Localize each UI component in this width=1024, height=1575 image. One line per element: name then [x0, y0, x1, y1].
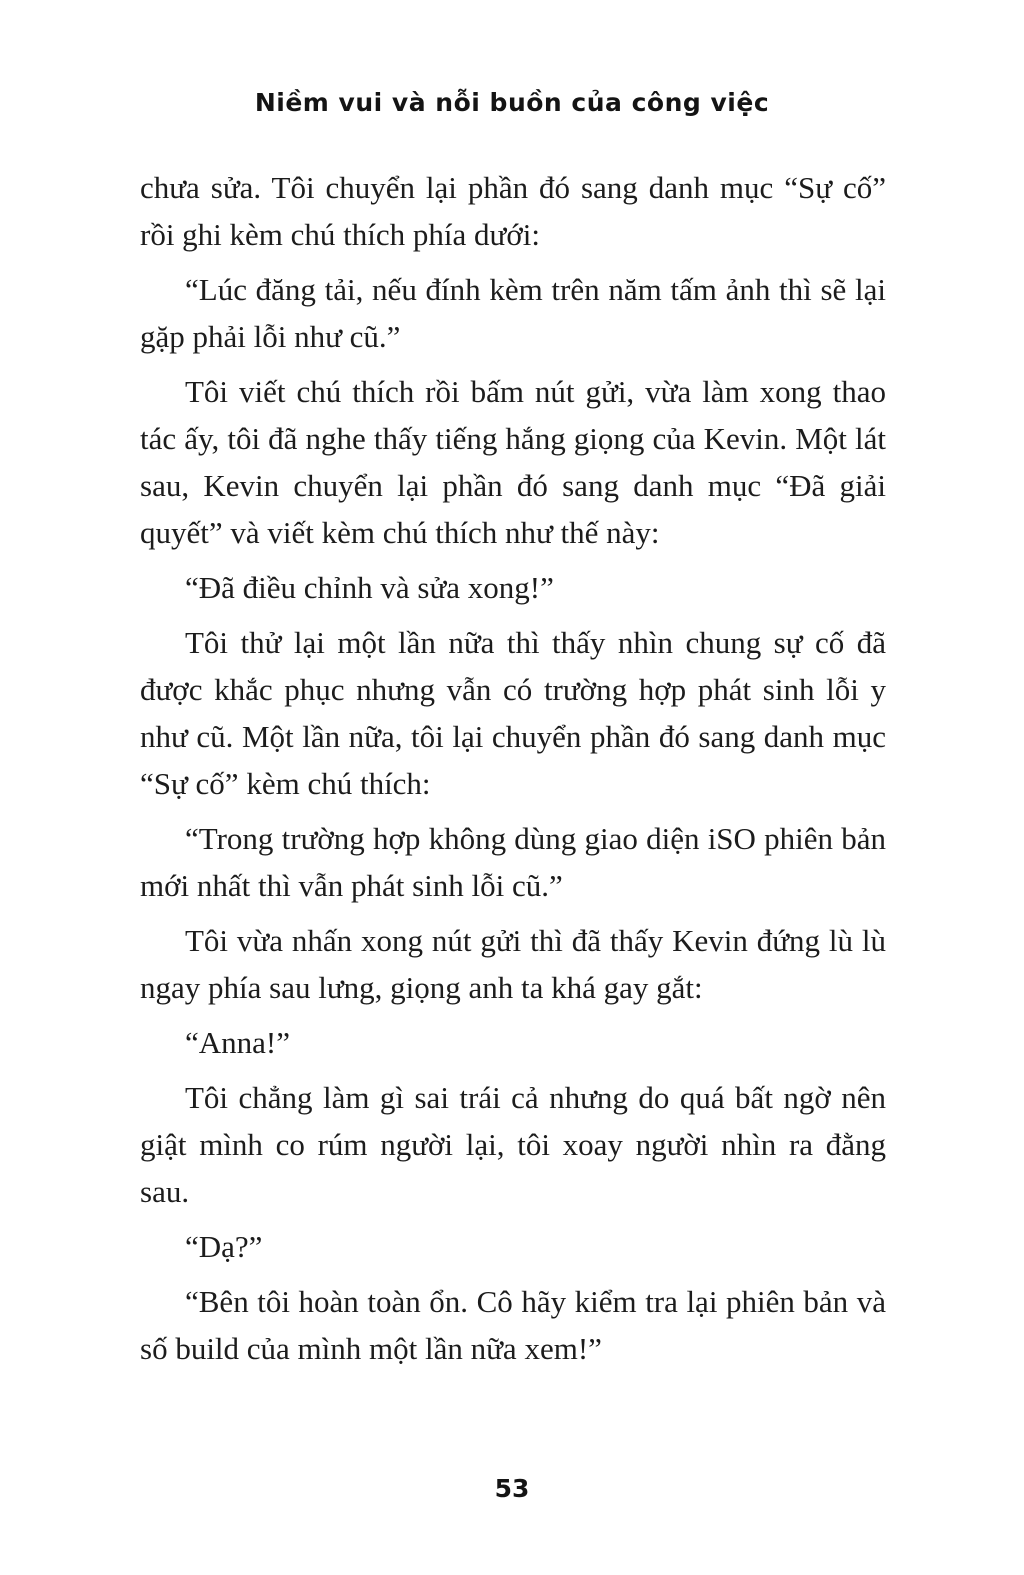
paragraph: Tôi viết chú thích rồi bấm nút gửi, vừa làm xong thao tác ấy, tôi đã nghe thấy tiếng hắng giọng của Kevin. Một lát sau, Kevin chuyển lại phần đó sang danh mục “Đã giải quyết” và viết kèm chú thích như thế này: — [140, 374, 886, 550]
paragraph: “Lúc đăng tải, nếu đính kèm trên năm tấm ảnh thì sẽ lại gặp phải lỗi như cũ.” — [140, 272, 886, 354]
body-text-block — [140, 164, 886, 1380]
paragraph: Tôi thử lại một lần nữa thì thấy nhìn chung sự cố đã được khắc phục nhưng vẫn có trường hợp phát sinh lỗi y như cũ. Một lần nữa, tôi lại chuyển phần đó sang danh mục “Sự cố” kèm chú thích: — [140, 625, 886, 801]
paragraph: Tôi vừa nhấn xong nút gửi thì đã thấy Kevin đứng lù lù ngay phía sau lưng, giọng anh ta khá gay gắt: — [140, 923, 886, 1005]
paragraph: chưa sửa. Tôi chuyển lại phần đó sang danh mục “Sự cố” rồi ghi kèm chú thích phía dưới: — [140, 170, 886, 252]
paragraph: “Dạ?” — [185, 1229, 263, 1264]
paragraph: Tôi chẳng làm gì sai trái cả nhưng do quá bất ngờ nên giật mình co rúm người lại, tôi xoay người nhìn ra đằng sau. — [140, 1080, 886, 1209]
running-header-title: Niềm vui và nỗi buồn của công việc — [254, 88, 770, 117]
paragraph: “Trong trường hợp không dùng giao diện iSO phiên bản mới nhất thì vẫn phát sinh lỗi cũ.” — [140, 821, 886, 903]
page-number: 53 — [494, 1474, 530, 1503]
paragraph: “Bên tôi hoàn toàn ổn. Cô hãy kiểm tra lại phiên bản và số build của mình một lần nữa xem!” — [140, 1284, 886, 1366]
paragraph: “Anna!” — [185, 1025, 290, 1060]
paragraph: “Đã điều chỉnh và sửa xong!” — [185, 570, 554, 605]
